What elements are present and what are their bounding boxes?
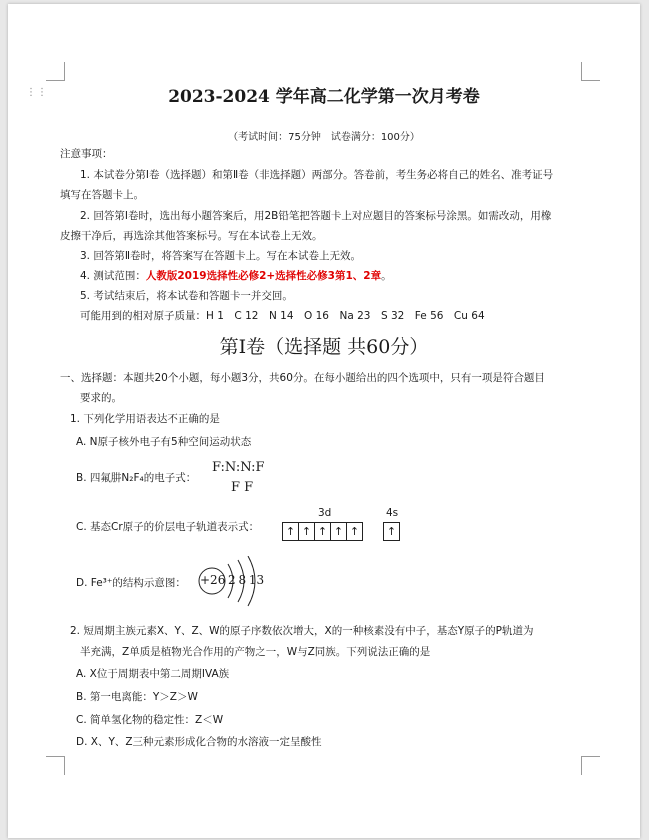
notice-3: 3. 回答第Ⅱ卷时，将答案写在答题卡上。写在本试卷上无效。 (80, 250, 362, 262)
q2-stem: 2. 短周期主族元素X、Y、Z、W的原子序数依次增大，X的一种核素没有中子，基态Y原子的P轨道为 (70, 625, 534, 637)
instruction-cont: 要求的。 (80, 392, 122, 404)
notice-4-label: 4. 测试范围： (80, 270, 146, 282)
q2-stem-cont: 半充满，Z单质是植物光合作用的产物之一，W与Z同族。下列说法正确的是 (80, 646, 431, 658)
up-arrow-icon: ↑ (349, 525, 360, 538)
section-title: 第Ⅰ卷（选择题 共60分） (219, 336, 429, 358)
up-arrow-icon: ↑ (283, 523, 299, 540)
notice-1: 1. 本试卷分第Ⅰ卷（选择题）和第Ⅱ卷（非选择题）两部分。答卷前，考生务必将自己的姓名、准考证号 (80, 169, 554, 181)
orbital-label-3d: 3d (318, 507, 332, 519)
notice-2-cont: 皮擦干净后，再选涂其他答案标号。写在本试卷上无效。 (60, 230, 323, 242)
notice-heading: 注意事项： (60, 148, 113, 160)
q2-option-b: B. 第一电离能：Y＞Z＞W (76, 691, 198, 703)
notice-4 (80, 269, 392, 283)
orbital-box-3d (282, 522, 363, 541)
up-arrow-icon: ↑ (315, 523, 331, 540)
q2-option-c: C. 简单氢化物的稳定性：Z＜W (76, 714, 224, 726)
nucleus-charge: +26 (200, 573, 226, 587)
q2-option-a: A. X位于周期表中第二周期IVA族 (76, 668, 230, 680)
orbital-label-4s: 4s (386, 507, 399, 519)
page-corner-mark (581, 756, 600, 775)
page-title: 2023-2024 学年高二化学第一次月考卷 (168, 87, 480, 107)
q1-option-a: A. N原子核外电子有5种空间运动状态 (76, 436, 252, 448)
up-arrow-icon: ↑ (386, 525, 397, 538)
shell-electrons: 2 8 13 (228, 573, 265, 587)
up-arrow-icon: ↑ (331, 523, 347, 540)
test-scope: 人教版2019选择性必修2+选择性必修3第1、2章 (145, 270, 382, 282)
exam-info: （考试时间：75分钟 试卷满分：100分） (228, 132, 420, 143)
page-corner-mark (46, 756, 65, 775)
drag-handle-icon[interactable]: ⋮⋮ (26, 87, 48, 98)
page-corner-mark (46, 62, 65, 81)
instruction: 一、选择题：本题共20个小题，每小题3分，共60分。在每小题给出的四个选项中，只有一项是符合题目 (60, 372, 545, 384)
notice-4-end: 。 (381, 270, 392, 282)
document-page (8, 4, 640, 838)
q1-option-c: C. 基态Cr原子的价层电子轨道表示式： (76, 521, 260, 533)
q1-option-d: D. Fe³⁺的结构示意图： (76, 577, 186, 589)
orbital-box-4s (383, 522, 400, 541)
q2-option-d: D. X、Y、Z三种元素形成化合物的水溶液一定呈酸性 (76, 736, 322, 748)
q1-stem: 1. 下列化学用语表达不正确的是 (70, 413, 220, 425)
notice-1-cont: 填写在答题卡上。 (60, 189, 144, 201)
atomic-masses: 可能用到的相对原子质量：H 1 C 12 N 14 O 16 Na 23 S 32 Fe 56 Cu 64 (80, 310, 485, 322)
notice-5: 5. 考试结束后，将本试卷和答题卡一并交回。 (80, 290, 293, 302)
up-arrow-icon: ↑ (299, 523, 315, 540)
electron-formula-top: F:N:N:F (212, 460, 265, 475)
q1-option-b: B. 四氟肼N₂F₄的电子式： (76, 472, 197, 484)
notice-2: 2. 回答第Ⅰ卷时，选出每小题答案后，用2B铅笔把答题卡上对应题目的答案标号涂黑。如需改动，用橡 (80, 210, 552, 222)
electron-formula-bottom: F F (231, 480, 254, 495)
page-corner-mark (581, 62, 600, 81)
